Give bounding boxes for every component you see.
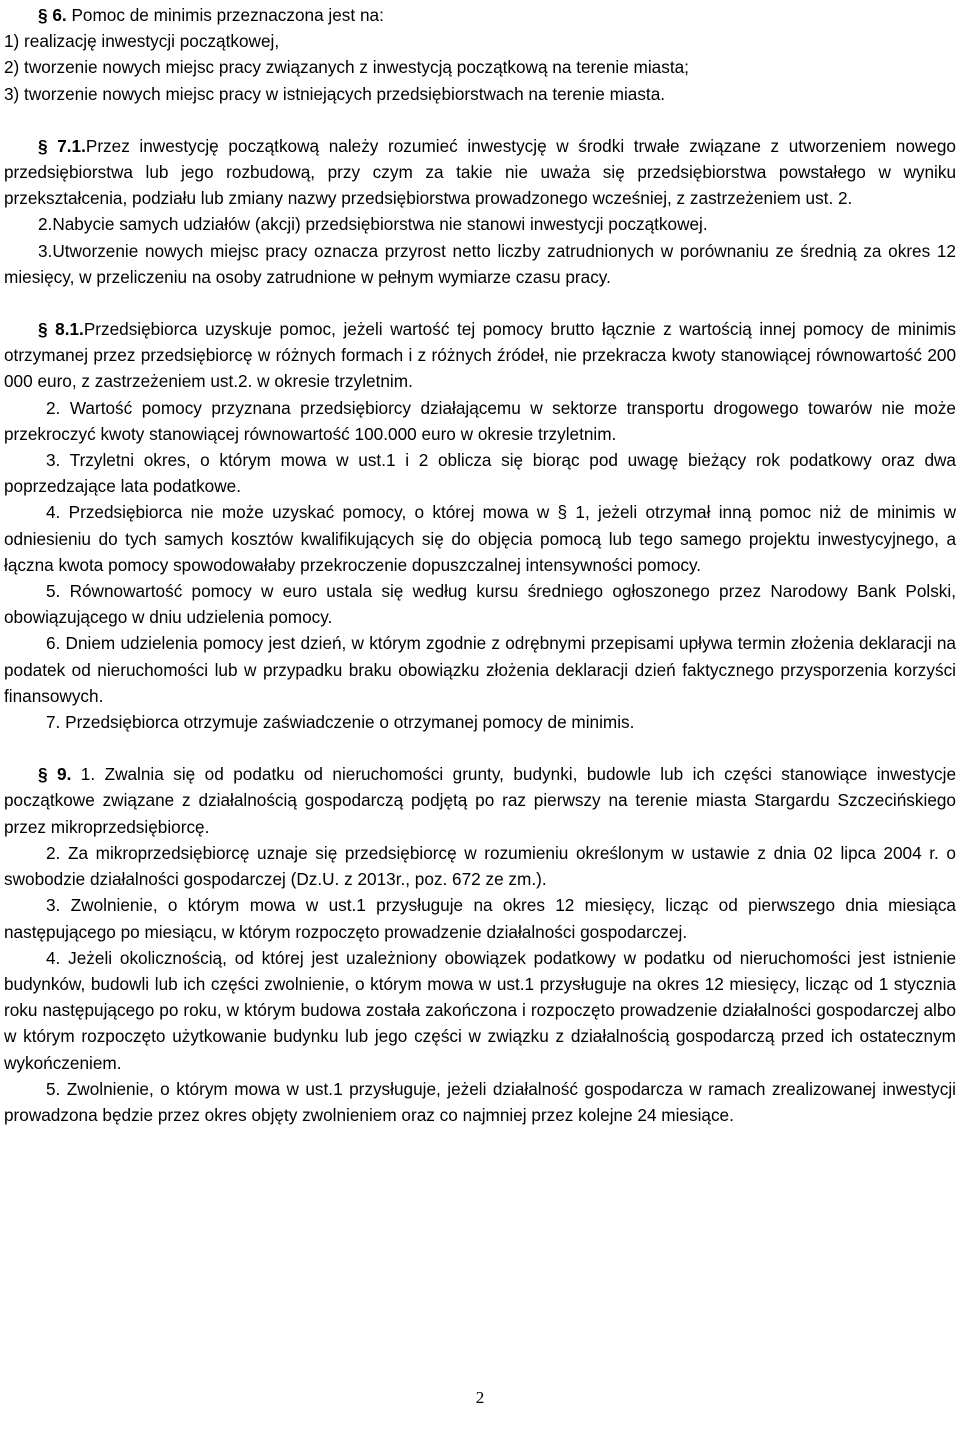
section-number: 8.1. [55,319,84,340]
section-9-para-1: § 9. 1. Zwalnia się od podatku od nieruchomości grunty, budynki, budowle lub ich części stanowiące inwestycje początkowe związane z działalnością gospodarczą podjętą po raz pierwszy na terenie miasta Stargardu Szczecińskiego przez mikroprzedsiębiorcę. [4,764,957,837]
section-6-item-1: 1) realizację inwestycji początkowej, [4,31,280,52]
section-number: 6. [52,5,67,25]
section-sign: § [38,764,48,785]
section-sign: § [38,319,48,340]
section-8-para-7: 7. Przedsiębiorca otrzymuje zaświadczenie o otrzymanej pomocy de minimis. [46,712,635,733]
section-9-para-4: 4. Jeżeli okolicznością, od której jest uzależniony obowiązek podatkowy w podatku od nieruchomości jest istnienie budynków, budowli lub ich części zwolnienie, o którym mowa w ust.1 przysługuje na okres 12 miesięcy, licząc od 1 stycznia roku następującego po roku, w którym budowa została zakończona i rozpoczęto prowadzenie działalności gospodarczej albo w którym rozpoczęto użytkowanie budynku lub jego części w związku z działalnością gospodarczą przed ich ostatecznym wykończeniem. [4,947,956,1073]
section-sign: § [38,5,48,25]
section-8-para-1: § 8.1.Przedsiębiorca uzyskuje pomoc, jeżeli wartość tej pomocy brutto łącznie z wartością innej pomocy de minimis otrzymanej przez przedsiębiorcę w różnych formach i z różnych źródeł, nie przekracza kwoty stanowiącej równowartość 200 000 euro, z zastrzeżeniem ust.2. w okresie trzyletnim. [4,319,956,392]
section-8-para-4: 4. Przedsiębiorca nie może uzyskać pomocy, o której mowa w § 1, jeżeli otrzymał inną pomoc niż de minimis w odniesieniu do tych samych kosztów kwalifikujących się do objęcia pomocą lub tego samego projektu inwestycyjnego, a łączna kwota pomocy spowodowałaby przekroczenie dopuszczalnej intensywności pomocy. [4,502,956,575]
section-sign: § [38,135,48,156]
section-8-para-3: 3. Trzyletni okres, o którym mowa w ust.1 i 2 oblicza się biorąc pod uwagę bieżący rok podatkowy oraz dwa poprzedzające lata podatkowe. [4,450,956,497]
section-number: 9. [57,764,72,785]
section-7-para-1: § 7.1.Przez inwestycję początkową należy rozumieć inwestycję w środki trwałe związane z utworzeniem nowego przedsiębiorstwa lub jego rozbudową, przy czym za takie nie uważa się przedsiębiorstwa powstałego w wyniku przekształcenia, podziału lub zmiany nazwy przedsiębiorstwa prowadzonego wcześniej, z zastrzeżeniem ust. 2. [4,135,956,209]
section-6-intro: § 6. Pomoc de minimis przeznaczona jest na: [38,5,384,25]
section-9-para-3: 3. Zwolnienie, o którym mowa w ust.1 przysługuje na okres 12 miesięcy, licząc od pierwszego dnia miesiąca następującego po miesiącu, w którym rozpoczęto prowadzenie działalności gospodarczej. [4,895,956,942]
section-8-para-2: 2. Wartość pomocy przyznana przedsiębiorcy działającemu w sektorze transportu drogowego towarów nie może przekroczyć kwoty stanowiącej równowartość 100.000 euro w okresie trzyletnim. [4,397,956,444]
section-number: 7.1. [57,135,86,156]
page-number: 2 [475,1388,485,1407]
section-8-para-6: 6. Dniem udzielenia pomocy jest dzień, w którym zgodnie z odrębnymi przepisami upływa termin złożenia deklaracji na podatek od nieruchomości lub w przypadku braku obowiązku złożenia deklaracji dzień faktycznego przysporzenia korzyści finansowych. [4,633,956,706]
section-6-item-3: 3) tworzenie nowych miejsc pracy w istniejących przedsiębiorstwach na terenie miasta. [4,83,666,104]
section-7-para-3: 3.Utworzenie nowych miejsc pracy oznacza przyrost netto liczby zatrudnionych w porównaniu ze średnią za okres 12 miesięcy, w przeliczeniu na osoby zatrudnione w pełnym wymiarze czasu pracy. [4,240,956,287]
section-6-item-2: 2) tworzenie nowych miejsc pracy związanych z inwestycją początkową na terenie miasta; [4,57,689,78]
section-8-para-5: 5. Równowartość pomocy w euro ustala się według kursu średniego ogłoszonego przez Narodowy Bank Polski, obowiązującego w dniu udzielenia pomocy. [4,581,956,628]
section-9-para-2: 2. Za mikroprzedsiębiorcę uznaje się przedsiębiorcę w rozumieniu określonym w ustawie z dnia 02 lipca 2004 r. o swobodzie działalności gospodarczej (Dz.U. z 2013r., poz. 672 ze zm.). [4,842,956,890]
section-7-para-2: 2.Nabycie samych udziałów (akcji) przedsiębiorstwa nie stanowi inwestycji początkowej. [38,214,708,235]
document-page [4,0,956,1128]
section-9-para-5: 5. Zwolnienie, o którym mowa w ust.1 przysługuje, jeżeli działalność gospodarcza w ramach zrealizowanej inwestycji prowadzona będzie przez okres objęty zwolnieniem oraz co najmniej przez kolejne 24 miesiące. [4,1078,956,1125]
